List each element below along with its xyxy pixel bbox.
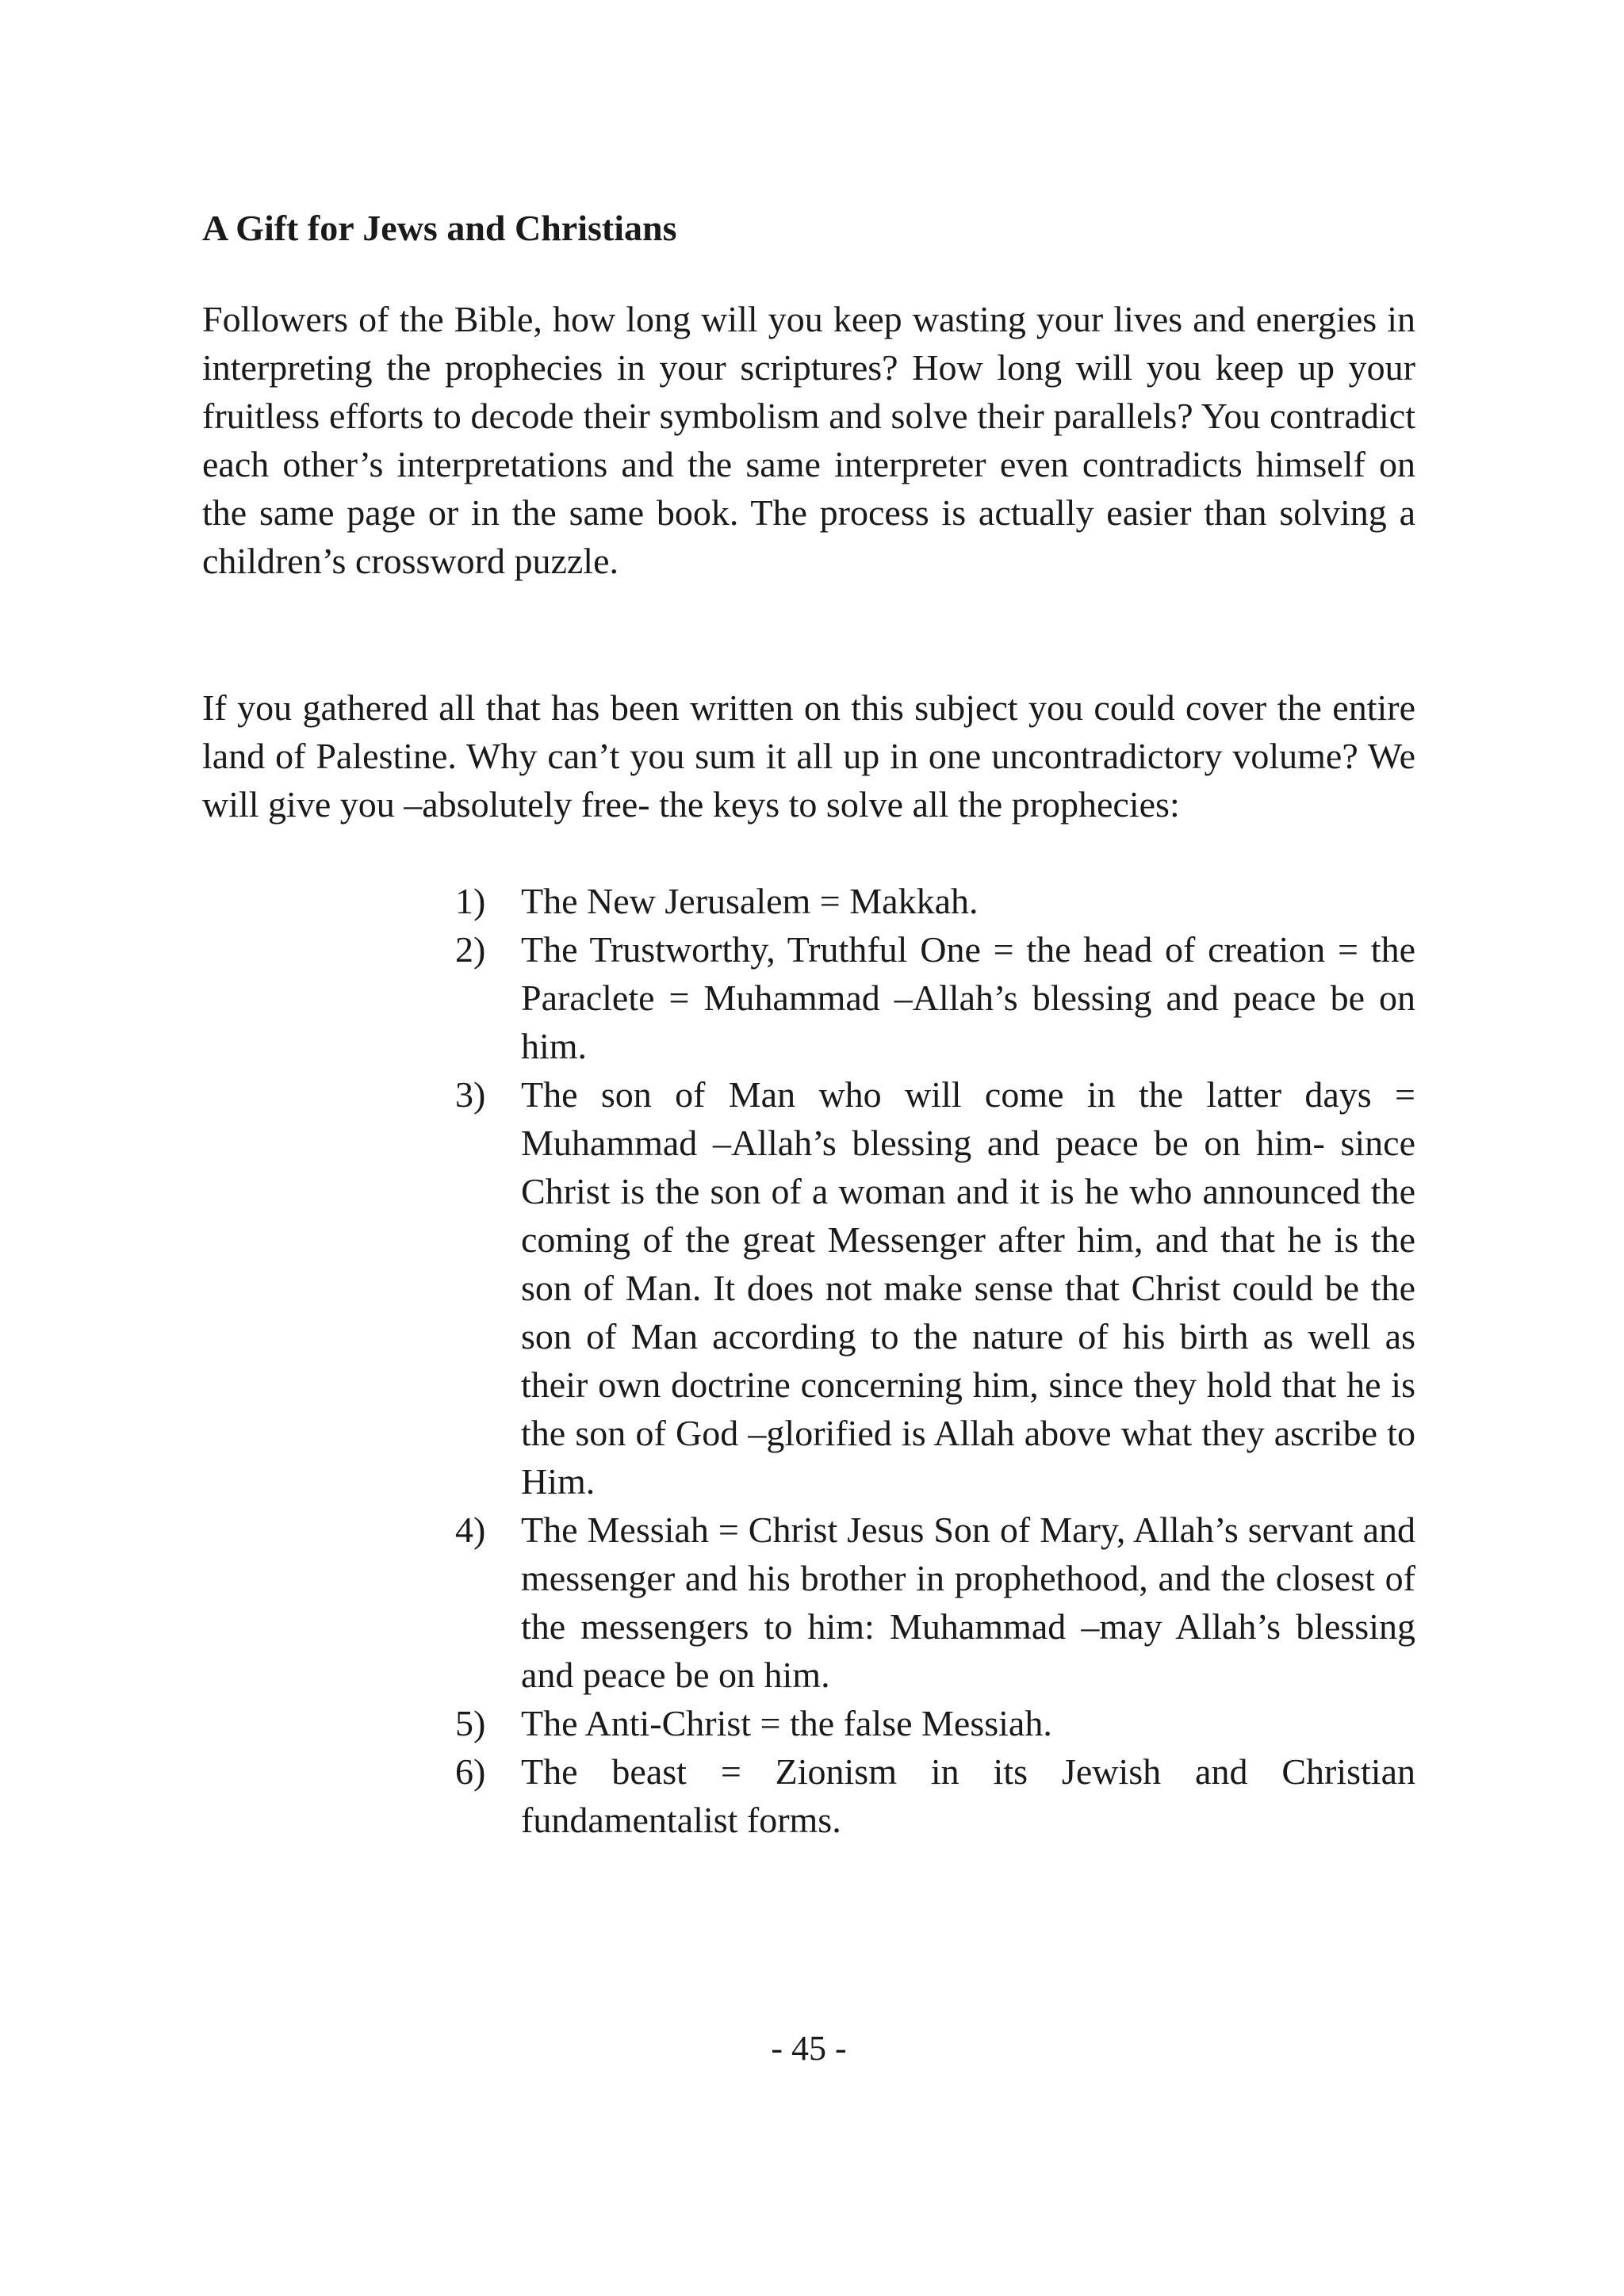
list-item-number: 4) bbox=[455, 1510, 486, 1550]
list-item bbox=[455, 1070, 1415, 1506]
list-item-number: 1) bbox=[455, 881, 486, 921]
list-item-number: 2) bbox=[455, 929, 486, 970]
list-item-text: The Trustworthy, Truthful One = the head of creation = the Paraclete = Muhammad –Allah’s blessing and peace be on him. bbox=[521, 929, 1415, 1066]
list-item bbox=[455, 1699, 1415, 1747]
list-item bbox=[455, 1747, 1415, 1844]
prophecy-keys-list bbox=[455, 877, 1415, 1844]
section-heading: A Gift for Jews and Christians bbox=[202, 208, 677, 248]
list-item-text: The Anti-Christ = the false Messiah. bbox=[521, 1703, 1052, 1743]
page-number: - 45 - bbox=[771, 2029, 847, 2068]
list-item-number: 6) bbox=[455, 1751, 486, 1792]
list-item-text: The beast = Zionism in its Jewish and Christian fundamentalist forms. bbox=[521, 1751, 1415, 1840]
paragraph-keys: If you gathered all that has been written on this subject you could cover the entire land of Palestine. Why can’t you sum it all up in one uncontradictory volume? We will give you –absolutely free- the keys to solve all the prophecies: bbox=[202, 687, 1415, 825]
list-item-text: The Messiah = Christ Jesus Son of Mary, Allah’s servant and messenger and his brother in prophethood, and the closest of the messengers to him: Muhammad –may Allah’s blessing and peace be on him. bbox=[521, 1510, 1415, 1695]
list-item bbox=[455, 877, 1415, 925]
list-item-text: The son of Man who will come in the latter days = Muhammad –Allah’s blessing and peace be on him- since Christ is the son of a woman and it is he who announced the coming of the great Messenger after him, and that he is the son of Man. It does not make sense that Christ could be the son of Man according to the nature of his birth as well as their own doctrine concerning him, since they hold that he is the son of God –glorified is Allah above what they ascribe to Him. bbox=[521, 1074, 1415, 1502]
document-page bbox=[202, 0, 1415, 2296]
list-item-text: The New Jerusalem = Makkah. bbox=[521, 881, 979, 921]
list-item bbox=[455, 925, 1415, 1070]
paragraph-intro: Followers of the Bible, how long will you keep wasting your lives and energies in interpreting the prophecies in your scriptures? How long will you keep up your fruitless efforts to decode their symbolism and solve their parallels? You contradict each other’s interpretations and the same interpreter even contradicts himself on the same page or in the same book. The process is actually easier than solving a children’s crossword puzzle. bbox=[202, 299, 1415, 581]
list-item bbox=[455, 1506, 1415, 1699]
list-item-number: 3) bbox=[455, 1074, 486, 1115]
list-item-number: 5) bbox=[455, 1703, 486, 1743]
